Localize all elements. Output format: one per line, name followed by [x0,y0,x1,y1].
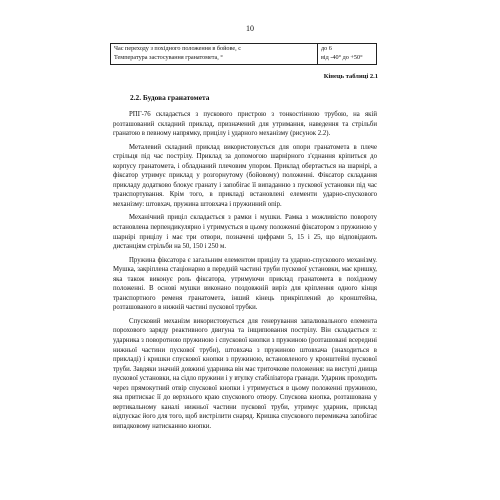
paragraph: Спусковий механізм використовується для генерування запалювального елемента порохового заряду реактивного двигуна та інщипювання пострілу. Він складається з: ударника з поворотною пружиною і спускової кнопки з пружиною (розташовані всередині нижньої частини пускової труби), штовхача з пружиною штовхача (знаходиться в прикладі) і кришки спускової кнопки з пружиною, встановленого у кронштейні пускової труби. Завдяки значній довжині ударника він має триточкове положення: на виступі днища пускової установки, на сідло пружини і у втулку стабілізатора гранади. Ударник проходить через прямокутний отвір спускової кнопки і утримується в цьому положенні пружиною, яка притискає її до верхнього краю спускового отвору. Спускова кнопка, розташована у вертикальному каналі нижньої частини пускової труби, утримує ударник, приклад відпускає його для того, щоб вистрілити снаряд. Кришка спускового перемикача запобігає випадковому натисканню кнопки. [113,317,377,430]
paragraph: Механічний приціл складається з рамки і мушки. Рамка з можливістю повороту встановлена перпендикулярно і утримується в цьому положенні фіксатором з пружиною у шарнірі прицілу і має три отвори, позначені цифрами 5, 15 і 25, що відповідають дистанціям стрільби на 50, 150 і 250 м. [113,214,377,251]
table-end-label: Кінець таблиці 2.1 [323,73,378,80]
page-number: 10 [246,24,254,33]
section-heading: 2.2. Будова гранатомета [130,93,210,102]
cell-line: Час переходу з похідного положення в бойове, с [114,45,241,52]
cell-line: від -40° до +50° [321,53,363,61]
table-cell-label [111,44,318,65]
paragraph: РПГ-76 складається з пускового пристрою з тонкостінною трубою, на якій розташований складний приклад, призначений для утримання, наведення та стрільби гранатою в певному напрямку, прицілу і ударного механізму (рисунок 2.2). [113,111,377,138]
table-row [111,44,377,65]
cell-line: до 6 [321,45,332,52]
section-body [113,110,377,436]
paragraph: Металевий складний приклад використовується для опори гранатомета в плече стрільця під час пострілу. Приклад за допомогою шарнірного з'єднання кріпиться до корпусу гранатомета, і обладнаний плечовим упором. Приклад обертається на шарнірі, а фіксатор утримує приклад у розгорнутому (бойовому) положенні. Фіксатор складання прикладу додатково блокує гранату і запобігає її випаданню з пускової установки під час транспортування. Крім того, в прикладі встановлені елементи ударно-спускового механізму: штовхач, пружина штовхача і пружинний опір. [113,143,377,208]
cell-line: Температура застосування гранатомета, ° [114,53,223,61]
paragraph: Пружина фіксатора є загальним елементом прицілу та ударно-спускового механізму. Мушка, закріплена стаціонарно в передній частині труби пускової установки, має кришку, яка також виконує роль фіксатора, утримуючи приклад гранатомета в похідному положенні. В основі мушки виконано поздовжній виріз для кріплення одного кінця транспортного ременя гранатомета, інший кінець прикріплений до кронштейна, розташованого в нижній частині пускової трубки. [113,256,377,312]
table-cell-value [318,44,377,65]
spec-table [110,43,377,65]
